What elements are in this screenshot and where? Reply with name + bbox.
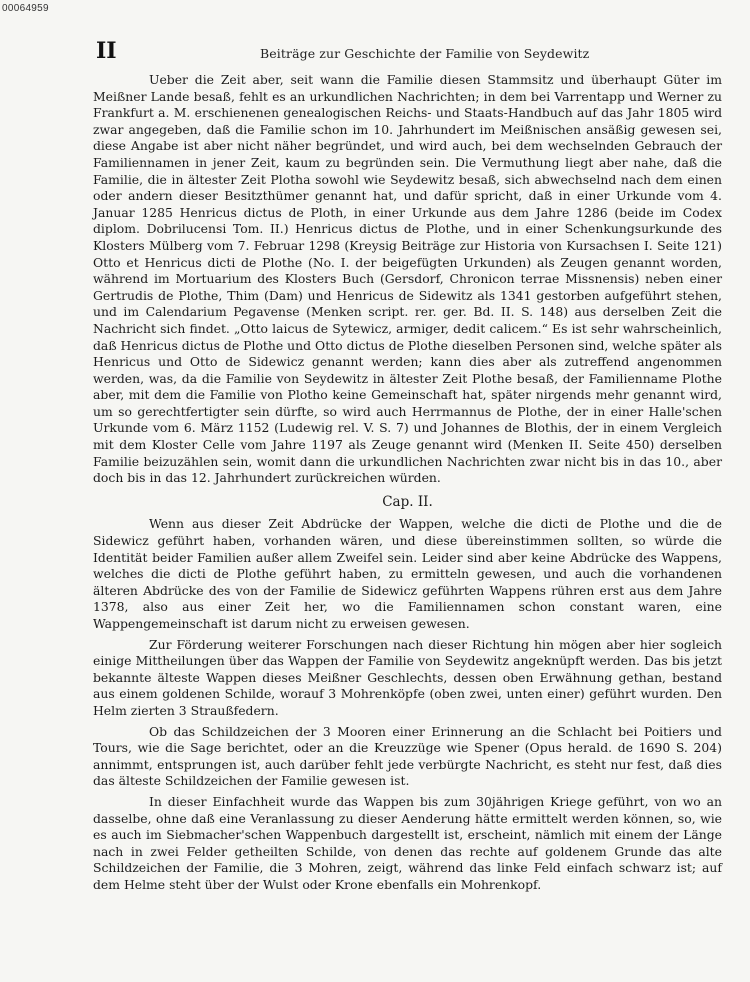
running-title: Beiträge zur Geschichte der Familie von Seydewitz (260, 46, 590, 61)
chapter-heading: Cap. II. (382, 493, 433, 510)
paragraph: Ob das Schildzeichen der 3 Mooren einer Erinnerung an die Schlacht bei Poitiers und Tours, wie die Sage berichtet, oder an die Kreuzzüge wie Spener (Opus herald. de 1690 S. 204) annimmt, entsprungen ist, auch darüber fehlt jede verbürgte Nachricht, es steht nur fest, daß dies das älteste Schildzeichen der Familie gewesen ist. (93, 723, 722, 789)
scan-id-label: 00064959 (2, 3, 49, 14)
paragraph: Ueber die Zeit aber, seit wann die Familie diesen Stammsitz und überhaupt Güter im Meißner Lande besaß, fehlt es an urkundlichen Nachrichten; in dem bei Varrentapp und Werner zu Frankfurt a. M. erschienenen genealogischen Reichs- und Staats-Handbuch auf das Jahr 1805 wird zwar angegeben, daß die Familie schon im 10. Jahrhundert im Meißnischen ansäßig gewesen sei, diese Angabe ist aber nicht näher begründet, und wird auch, bei dem wechselnden Gebrauch der Familiennamen in jener Zeit, kaum zu begründen sein. Die Vermuthung liegt aber nahe, daß die Familie, die in ältester Zeit Plotha sowohl wie Seydewitz besaß, sich abwechselnd nach dem einen oder andern dieser Besitzthümer genannt hat, und dafür spricht, daß in einer Urkunde vom 4. Januar 1285 Henricus dictus de Ploth, in einer Urkunde aus dem Jahre 1286 (beide im Codex diplom. Dobrilucensi Tom. II.) Henricus dictus de Plothe, und in einer Schenkungsurkunde des Klosters Mülberg vom 7. Februar 1298 (Kreysig Beiträge zur Historia von Kursachsen I. Seite 121) Otto et Henricus dicti de Plothe (No. I. der beigefügten Urkunden) als Zeugen genannt worden, während im Mortuarium des Klosters Buch (Gersdorf, Chronicon terrae Missnensis) neben einer Gertrudis de Plothe, Thim (Dam) und Henricus de Sidewitz als 1341 gestorben aufgeführt stehen, und im Calendarium Pegavense (Menken script. rer. ger. Bd. II. S. 148) aus derselben Zeit die Nachricht sich findet. „Otto laicus de Sytewicz, armiger, dedit calicem.“ Es ist sehr wahrscheinlich, daß Henricus dictus de Plothe und Otto dictus de Plothe dieselben Personen sind, welche später als Henricus und Otto de Sidewicz genannt werden; kann dies aber als zutreffend angenommen werden, was, da die Familie von Seydewitz in ältester Zeit Plothe besaß, der Familienname Plothe aber, mit dem die Familie von Plotho keine Gemeinschaft hat, später nirgends mehr genannt wird, um so gerechtfertigter sein dürfte, so wird auch Herrmannus de Plothe, der in einer Halle'schen Urkunde vom 6. März 1152 (Ludewig rel. V. S. 7) und Johannes de Blothis, der in einem Vergleich mit dem Kloster Celle vom Jahre 1197 als Zeuge genannt wird (Menken II. Seite 450) derselben Familie beizuzählen sein, womit dann die urkundlichen Nachrichten zwar nicht bis in das 10., aber doch bis in das 12. Jahrhundert zurückreichen würden. (93, 72, 722, 486)
body-text (93, 72, 722, 894)
paragraph: Wenn aus dieser Zeit Abdrücke der Wappen, welche die dicti de Plothe und die de Sidewicz geführt haben, vorhanden wären, und diese übereinstimmen sollten, so würde die Identität beider Familien außer allem Zweifel sein. Leider sind aber keine Abdrücke des Wappens, welches die dicti de Plothe geführt haben, zu ermitteln gewesen, und auch die vorhandenen älteren Abdrücke des von der Familie de Sidewicz geführten Wappens rühren erst aus dem Jahre 1378, also aus einer Zeit her, wo die Familiennamen schon constant waren, eine Wappengemeinschaft ist darum nicht zu erweisen gewesen. (93, 516, 722, 631)
paragraph: In dieser Einfachheit wurde das Wappen bis zum 30jährigen Kriege geführt, von wo an dasselbe, ohne daß eine Veranlassung zu dieser Aenderung hätte ermittelt werden können, so, wie es auch im Siebmacher'schen Wappenbuch dargestellt ist, erscheint, nämlich mit einem der Länge nach in zwei Felder getheilten Schilde, von denen das rechte auf goldenem Grunde das alte Schildzeichen der Familie, die 3 Mohren, zeigt, während das linke Feld einfach schwarz ist; auf dem Helme steht über der Wulst oder Krone ebenfalls ein Mohrenkopf. (93, 793, 722, 892)
page-number: II (96, 38, 117, 64)
paragraph: Zur Förderung weiterer Forschungen nach dieser Richtung hin mögen aber hier sogleich einige Mittheilungen über das Wappen der Familie von Seydewitz angeknüpft werden. Das bis jetzt bekannte älteste Wappen dieses Meißner Geschlechts, dessen oben Erwähnung gethan, bestand aus einem goldenen Schilde, worauf 3 Mohrenköpfe (oben zwei, unten einer) geführt wurden. Den Helm zierten 3 Straußfedern. (93, 636, 722, 718)
